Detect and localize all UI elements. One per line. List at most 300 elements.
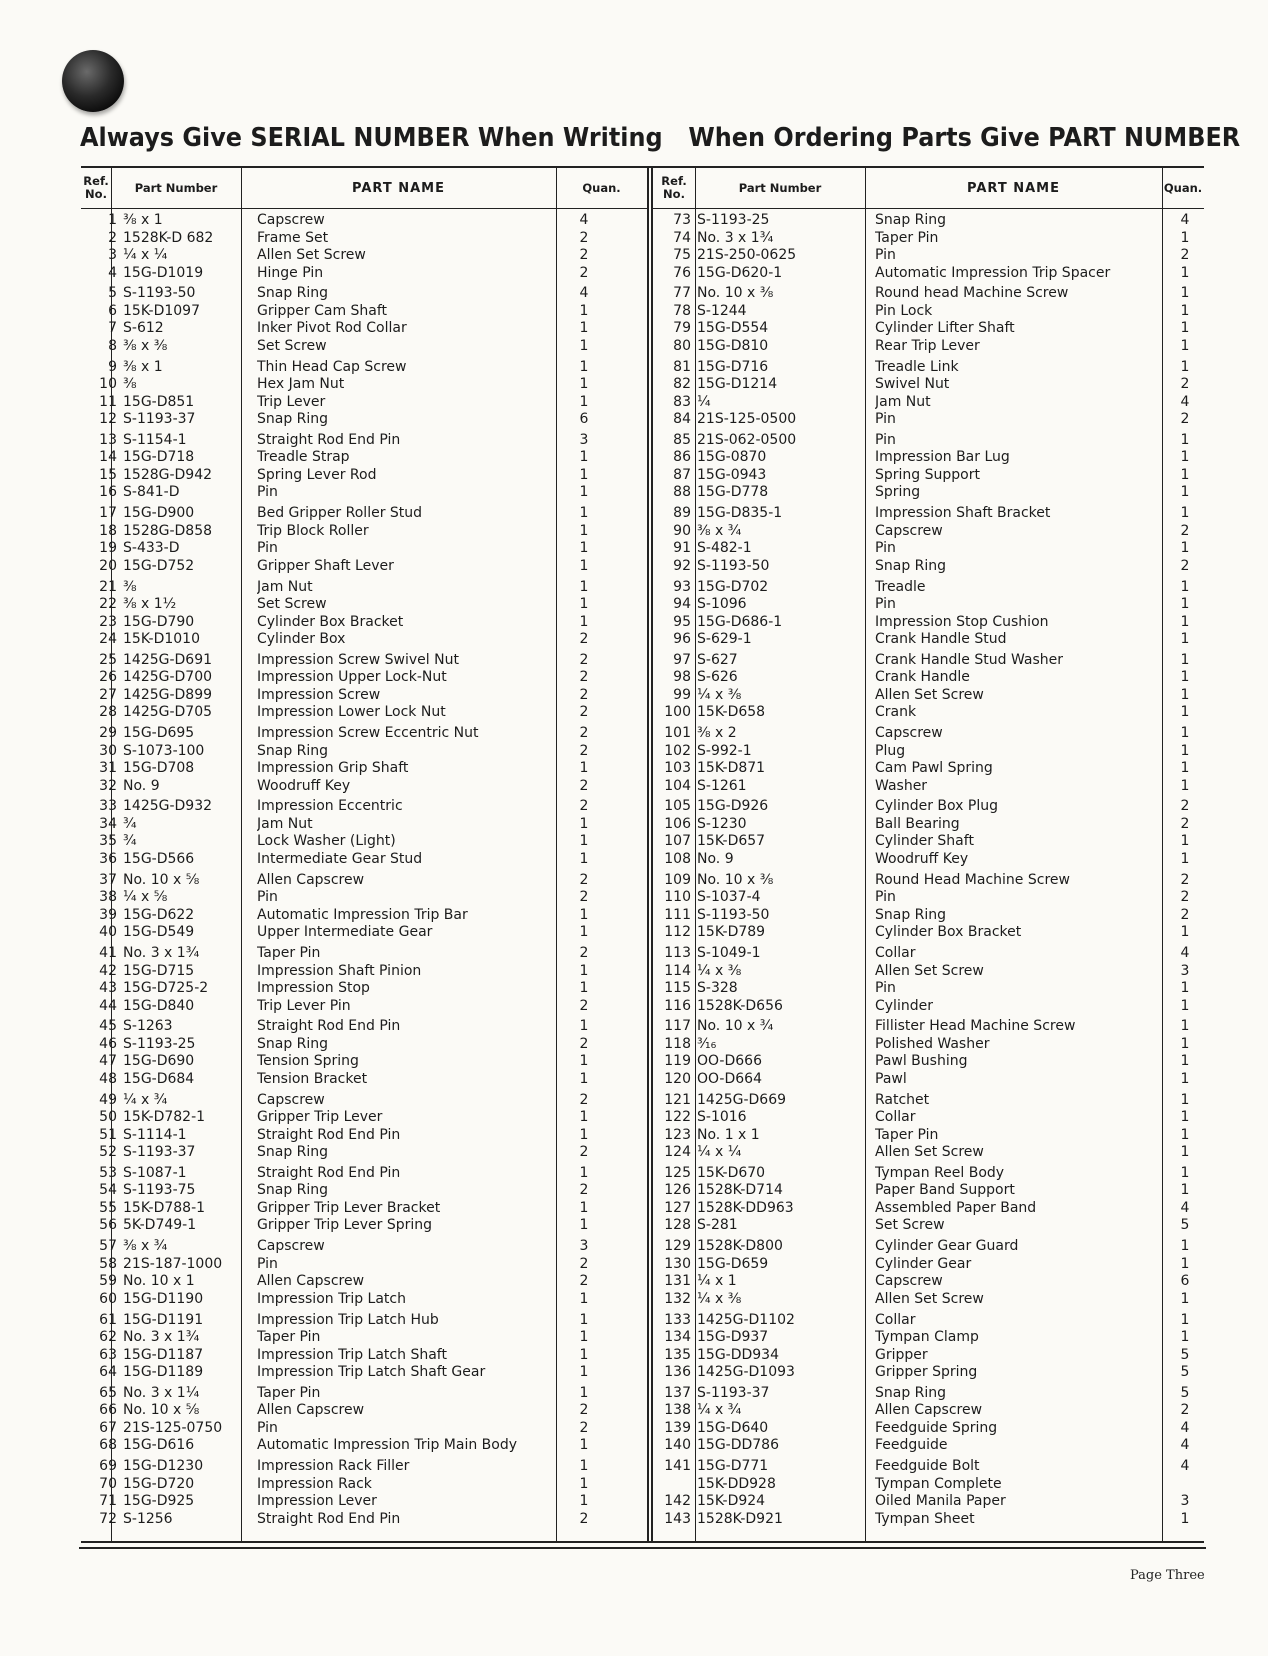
ref-number: 103 — [664, 760, 691, 777]
part-number: 15G-D840 — [123, 997, 195, 1014]
table-row — [653, 1291, 1204, 1309]
ref-number: 8 — [108, 337, 117, 354]
ref-number: 107 — [664, 833, 691, 850]
quantity: 2 — [579, 229, 589, 246]
table-row — [653, 963, 1204, 981]
ref-number: 116 — [664, 997, 691, 1014]
quantity: 5 — [1180, 1217, 1190, 1234]
quantity: 2 — [1180, 411, 1190, 428]
part-name: Impression Screw Swivel Nut — [257, 651, 459, 668]
part-number: S-1096 — [697, 596, 747, 612]
part-name: Pin — [257, 1419, 278, 1436]
part-number: 15K-D1010 — [123, 631, 200, 647]
table-row — [81, 851, 647, 869]
ref-number: 88 — [673, 484, 691, 501]
table-row — [81, 872, 647, 890]
part-name: Allen Set Screw — [875, 962, 984, 979]
part-name: Intermediate Gear Stud — [257, 850, 423, 867]
part-name: Impression Shaft Bracket — [875, 505, 1051, 522]
table-row — [653, 411, 1204, 429]
quantity: 1 — [1180, 337, 1190, 354]
part-number: S-1016 — [697, 1109, 747, 1126]
part-name: Allen Set Screw — [875, 686, 984, 703]
quantity: 1 — [579, 1290, 589, 1307]
part-name: Taper Pin — [257, 945, 321, 961]
part-name: Pin — [257, 1255, 278, 1272]
part-name: Cylinder Box Bracket — [257, 613, 404, 630]
part-number: S-1193-25 — [123, 1035, 196, 1052]
part-number: ¼ x ¼ — [123, 247, 168, 263]
part-name: Polished Washer — [875, 1035, 990, 1052]
quantity: 1 — [1180, 505, 1190, 522]
part-number: S-1193-50 — [697, 557, 770, 574]
quantity: 4 — [579, 285, 589, 302]
table-row — [81, 596, 647, 614]
quantity: 3 — [579, 431, 589, 448]
part-number: 21S-250-0625 — [697, 247, 797, 263]
part-number: S-627 — [697, 651, 738, 668]
quantity: 1 — [579, 1346, 589, 1363]
part-number: 15G-D937 — [697, 1329, 769, 1345]
part-number: 15G-D1230 — [123, 1458, 204, 1475]
table-row — [81, 1476, 647, 1494]
table-row — [81, 833, 647, 851]
part-name: Pawl — [875, 1070, 907, 1087]
table-row — [653, 432, 1204, 450]
part-name: Pin — [257, 889, 278, 906]
part-number: ⅜ — [123, 578, 137, 595]
part-name: Cylinder Gear Guard — [875, 1238, 1019, 1255]
part-number: 15G-D752 — [123, 557, 195, 574]
quantity: 2 — [579, 945, 589, 961]
quantity: 1 — [579, 376, 589, 393]
table-row — [81, 652, 647, 670]
part-number: 15K-D871 — [697, 760, 766, 777]
ref-number: 1 — [108, 212, 117, 228]
part-number-column-header: Part Number — [134, 180, 218, 195]
quantity: 4 — [1180, 1458, 1190, 1475]
table-row — [653, 851, 1204, 869]
table-row — [81, 320, 647, 338]
part-number: OO-D664 — [697, 1070, 762, 1087]
quantity: 1 — [1180, 1255, 1190, 1272]
ref-number: 142 — [664, 1493, 691, 1510]
part-name: Gripper Trip Lever Bracket — [257, 1199, 441, 1216]
table-row — [81, 1347, 647, 1365]
ref-number: 35 — [99, 833, 117, 850]
quantity: 2 — [579, 264, 589, 281]
table-row — [653, 924, 1204, 942]
ref-number: 84 — [673, 411, 691, 428]
quantity: 4 — [1180, 212, 1190, 228]
quantity: 1 — [579, 1437, 589, 1454]
table-row — [653, 265, 1204, 283]
quantity: 1 — [1180, 777, 1190, 794]
ref-number: 5 — [108, 285, 117, 302]
quantity: 1 — [1180, 980, 1190, 996]
table-row — [653, 558, 1204, 576]
quantity: 1 — [579, 449, 589, 466]
ref-number: 58 — [99, 1255, 117, 1272]
part-number: 15G-D708 — [123, 760, 195, 777]
ref-number: 126 — [664, 1182, 691, 1199]
quantity: 5 — [1180, 1364, 1190, 1380]
table-row — [653, 1402, 1204, 1420]
quantity: 1 — [579, 320, 589, 337]
part-number: ¼ — [697, 393, 711, 410]
part-name: Gripper Trip Lever — [257, 1109, 383, 1126]
part-number: 15K-D782-1 — [123, 1109, 206, 1126]
table-row — [81, 889, 647, 907]
quantity: 1 — [579, 578, 589, 595]
part-number: S-1193-37 — [697, 1384, 770, 1401]
quantity: 1 — [1180, 1035, 1190, 1052]
table-row — [653, 1493, 1204, 1511]
table-row — [81, 1273, 647, 1291]
ref-number: 98 — [673, 669, 691, 686]
table-row — [653, 376, 1204, 394]
quantity: 1 — [579, 613, 589, 630]
part-name: Impression Grip Shaft — [257, 760, 409, 777]
table-row — [81, 669, 647, 687]
quantity: 1 — [1180, 1182, 1190, 1199]
table-row — [653, 945, 1204, 963]
part-name: Treadle Link — [875, 358, 959, 375]
table-row — [81, 1437, 647, 1455]
table-row — [81, 998, 647, 1016]
ref-number: 61 — [99, 1311, 117, 1328]
part-number: S-1244 — [697, 302, 747, 319]
ref-number: 2 — [108, 229, 117, 246]
part-name: Pin — [875, 889, 896, 906]
quantity: 1 — [1180, 1238, 1190, 1255]
part-name: Set Screw — [257, 337, 327, 354]
quantity: 2 — [579, 1035, 589, 1052]
part-name: Upper Intermediate Gear — [257, 924, 433, 941]
quantity: 2 — [579, 742, 589, 759]
part-number: ⅜ x ¾ — [123, 1238, 168, 1255]
part-number: S-1114-1 — [123, 1126, 187, 1143]
table-row — [81, 1256, 647, 1274]
table-row — [81, 1200, 647, 1218]
ref-number: 17 — [99, 505, 117, 522]
part-name: Allen Set Screw — [257, 247, 366, 263]
table-row — [81, 1458, 647, 1476]
ref-number: 11 — [99, 393, 117, 410]
ref-number: 74 — [673, 229, 691, 246]
part-name: Straight Rod End Pin — [257, 431, 401, 448]
ref-number: 115 — [664, 980, 691, 996]
part-name: Feedguide Bolt — [875, 1458, 980, 1475]
part-number: S-1049-1 — [697, 945, 761, 961]
part-name: Automatic Impression Trip Spacer — [875, 264, 1111, 281]
ref-number: 57 — [99, 1238, 117, 1255]
ref-number: 113 — [664, 945, 691, 961]
part-number: No. 9 — [697, 850, 734, 867]
part-number: 15G-D810 — [697, 337, 769, 354]
part-number: 15G-D851 — [123, 393, 195, 410]
ref-number: 100 — [664, 704, 691, 721]
part-number: ⅜ x ⅜ — [123, 337, 168, 354]
part-number: 15G-D1187 — [123, 1346, 204, 1363]
ref-number: 53 — [99, 1164, 117, 1181]
part-number: ¼ x ¾ — [697, 1402, 742, 1419]
part-name: Pin — [875, 980, 896, 996]
part-name: Jam Nut — [875, 393, 931, 410]
table-row — [653, 1238, 1204, 1256]
ref-number: 134 — [664, 1329, 691, 1345]
part-name: Paper Band Support — [875, 1182, 1015, 1199]
table-row — [653, 704, 1204, 722]
part-name: Round Head Machine Screw — [875, 871, 1070, 888]
part-number: S-1261 — [697, 777, 747, 794]
part-number: S-841-D — [123, 484, 180, 501]
table-row — [81, 505, 647, 523]
ref-number: 39 — [99, 906, 117, 923]
ref-number: 93 — [673, 578, 691, 595]
ref-number: 38 — [99, 889, 117, 906]
part-name: Snap Ring — [257, 411, 329, 428]
table-row — [81, 945, 647, 963]
table-row — [81, 432, 647, 450]
table-row — [653, 484, 1204, 502]
table-row — [81, 247, 647, 265]
quantity: 1 — [1180, 229, 1190, 246]
table-row — [81, 1217, 647, 1235]
part-name: Swivel Nut — [875, 376, 950, 393]
table-row — [653, 1312, 1204, 1330]
ref-number: 16 — [99, 484, 117, 501]
quantity: 2 — [579, 889, 589, 906]
ref-number: 18 — [99, 522, 117, 539]
table-row — [81, 1291, 647, 1309]
table-row — [653, 725, 1204, 743]
part-number: 1528K-D656 — [697, 997, 783, 1014]
part-number: OO-D666 — [697, 1053, 762, 1070]
quantity: 1 — [1180, 540, 1190, 557]
ref-number: 13 — [99, 431, 117, 448]
part-name: Snap Ring — [875, 557, 947, 574]
quantity: 1 — [579, 302, 589, 319]
table-row — [81, 558, 647, 576]
part-number: S-1193-25 — [697, 212, 770, 228]
quantity: 2 — [579, 1510, 589, 1527]
quantity: 1 — [579, 337, 589, 354]
part-name: Snap Ring — [257, 1182, 329, 1199]
table-row — [653, 980, 1204, 998]
part-name: Rear Trip Lever — [875, 337, 980, 354]
quantity: 2 — [579, 631, 589, 647]
part-number: ¼ x ⅜ — [697, 962, 742, 979]
part-number: 15G-D926 — [697, 798, 769, 815]
part-number: 15G-D622 — [123, 906, 195, 923]
part-name: Capscrew — [875, 522, 943, 539]
part-name: Inker Pivot Rod Collar — [257, 320, 407, 337]
ref-number: 127 — [664, 1199, 691, 1216]
ref-number: 68 — [99, 1437, 117, 1454]
quantity: 1 — [579, 540, 589, 557]
quantity: 1 — [579, 1364, 589, 1380]
quantity-column-header: Quan. — [1163, 180, 1203, 195]
table-row — [81, 394, 647, 412]
part-number: S-612 — [123, 320, 164, 337]
part-number: ¾ — [123, 833, 137, 850]
quantity: 1 — [1180, 760, 1190, 777]
part-number: 15G-D549 — [123, 924, 195, 941]
part-number: S-482-1 — [697, 540, 752, 557]
table-row — [653, 1071, 1204, 1089]
quantity: 1 — [1180, 320, 1190, 337]
quantity: 1 — [579, 1329, 589, 1345]
part-number: 1425G-D932 — [123, 798, 213, 815]
table-row — [653, 1109, 1204, 1127]
quantity: 2 — [1180, 522, 1190, 539]
part-number: 15K-D1097 — [123, 302, 200, 319]
part-number: No. 3 x 1¼ — [123, 1384, 200, 1401]
part-name: Automatic Impression Trip Main Body — [257, 1437, 518, 1454]
table-row — [81, 1092, 647, 1110]
part-name: Cylinder Box Bracket — [875, 924, 1022, 941]
part-number: No. 10 x ¾ — [697, 1018, 774, 1035]
part-name: Capscrew — [875, 725, 943, 742]
table-row — [653, 1200, 1204, 1218]
quantity: 1 — [1180, 1053, 1190, 1070]
ref-number: 27 — [99, 686, 117, 703]
quantity: 1 — [1180, 1311, 1190, 1328]
part-name: Washer — [875, 777, 928, 794]
ref-number: 48 — [99, 1070, 117, 1087]
table-row — [653, 1385, 1204, 1403]
table-row — [81, 1071, 647, 1089]
part-number: 15G-D835-1 — [697, 505, 783, 522]
part-name: Pin Lock — [875, 302, 933, 319]
part-number: 15G-D715 — [123, 962, 195, 979]
ref-number: 82 — [673, 376, 691, 393]
quantity: 1 — [579, 833, 589, 850]
ref-number: 51 — [99, 1126, 117, 1143]
part-name: Tympan Clamp — [875, 1329, 979, 1345]
part-name: Crank Handle Stud Washer — [875, 651, 1064, 668]
part-number: No. 3 x 1¾ — [123, 945, 200, 961]
part-name: Straight Rod End Pin — [257, 1126, 401, 1143]
part-name: Impression Rack — [257, 1475, 372, 1492]
quantity: 1 — [579, 505, 589, 522]
column-header-row — [653, 168, 1204, 209]
ref-number: 42 — [99, 962, 117, 979]
ref-number: 130 — [664, 1255, 691, 1272]
part-name: Snap Ring — [257, 1035, 329, 1052]
part-name: Ratchet — [875, 1091, 930, 1108]
table-row — [81, 963, 647, 981]
quantity: 2 — [579, 1091, 589, 1108]
part-number: 15G-0870 — [697, 449, 767, 466]
part-name: Feedguide — [875, 1437, 948, 1454]
part-number: 15G-D1189 — [123, 1364, 204, 1380]
table-row — [81, 212, 647, 230]
quantity: 1 — [579, 1126, 589, 1143]
table-row — [81, 778, 647, 796]
quantity: 2 — [579, 686, 589, 703]
ref-number: 79 — [673, 320, 691, 337]
part-number: 15K-D788-1 — [123, 1199, 206, 1216]
quantity: 1 — [1180, 358, 1190, 375]
table-row — [653, 743, 1204, 761]
ref-number: 62 — [99, 1329, 117, 1345]
part-number: 1425G-D700 — [123, 669, 213, 686]
ref-number: 6 — [108, 302, 117, 319]
part-number: 15G-D725-2 — [123, 980, 209, 996]
part-name: Tympan Reel Body — [875, 1164, 1005, 1181]
part-name: Capscrew — [875, 1273, 943, 1290]
quantity: 1 — [1180, 431, 1190, 448]
quantity: 1 — [1180, 686, 1190, 703]
ref-number: 122 — [664, 1109, 691, 1126]
table-row — [81, 285, 647, 303]
ref-number: 45 — [99, 1018, 117, 1035]
table-row — [81, 816, 647, 834]
quantity: 1 — [1180, 631, 1190, 647]
quantity: 1 — [579, 850, 589, 867]
part-number: 15G-D1190 — [123, 1290, 204, 1307]
ref-number: 143 — [664, 1510, 691, 1527]
quantity: 2 — [1180, 815, 1190, 832]
part-number: No. 10 x ⅜ — [697, 285, 774, 302]
ref-number: 128 — [664, 1217, 691, 1234]
part-name: Cylinder Shaft — [875, 833, 974, 850]
part-name: Treadle Strap — [257, 449, 350, 466]
part-number: 15G-D659 — [697, 1255, 769, 1272]
ref-number: 63 — [99, 1346, 117, 1363]
part-number: 1528K-DD963 — [697, 1199, 794, 1216]
part-number: S-1256 — [123, 1510, 173, 1527]
table-row — [653, 872, 1204, 890]
part-number: 1425G-D1093 — [697, 1364, 795, 1380]
ref-number: 97 — [673, 651, 691, 668]
part-number: 15G-0943 — [697, 466, 767, 483]
quantity: 2 — [579, 704, 589, 721]
quantity: 1 — [579, 393, 589, 410]
table-row — [81, 1402, 647, 1420]
quantity: 1 — [1180, 669, 1190, 686]
table-row — [81, 359, 647, 377]
ref-number: 26 — [99, 669, 117, 686]
quantity: 1 — [1180, 1109, 1190, 1126]
part-name: Treadle — [875, 578, 926, 595]
quantity: 1 — [1180, 1329, 1190, 1345]
part-number: ¼ x 1 — [697, 1273, 737, 1290]
table-row — [653, 1144, 1204, 1162]
table-row — [653, 523, 1204, 541]
quantity: 3 — [579, 1238, 589, 1255]
table-row — [653, 778, 1204, 796]
part-number: ¼ x ¼ — [697, 1144, 742, 1161]
table-row — [81, 449, 647, 467]
table-row — [81, 540, 647, 558]
table-row — [81, 1036, 647, 1054]
part-number: 1425G-D1102 — [697, 1311, 795, 1328]
part-number: S-1154-1 — [123, 431, 187, 448]
table-row — [81, 484, 647, 502]
table-row — [653, 1273, 1204, 1291]
ref-number: 105 — [664, 798, 691, 815]
table-row — [81, 467, 647, 485]
table-row — [653, 303, 1204, 321]
table-row — [653, 907, 1204, 925]
part-name: Allen Capscrew — [257, 1402, 365, 1419]
part-name: Spring Support — [875, 466, 980, 483]
quantity: 5 — [1180, 1346, 1190, 1363]
part-name: Taper Pin — [257, 1384, 321, 1401]
